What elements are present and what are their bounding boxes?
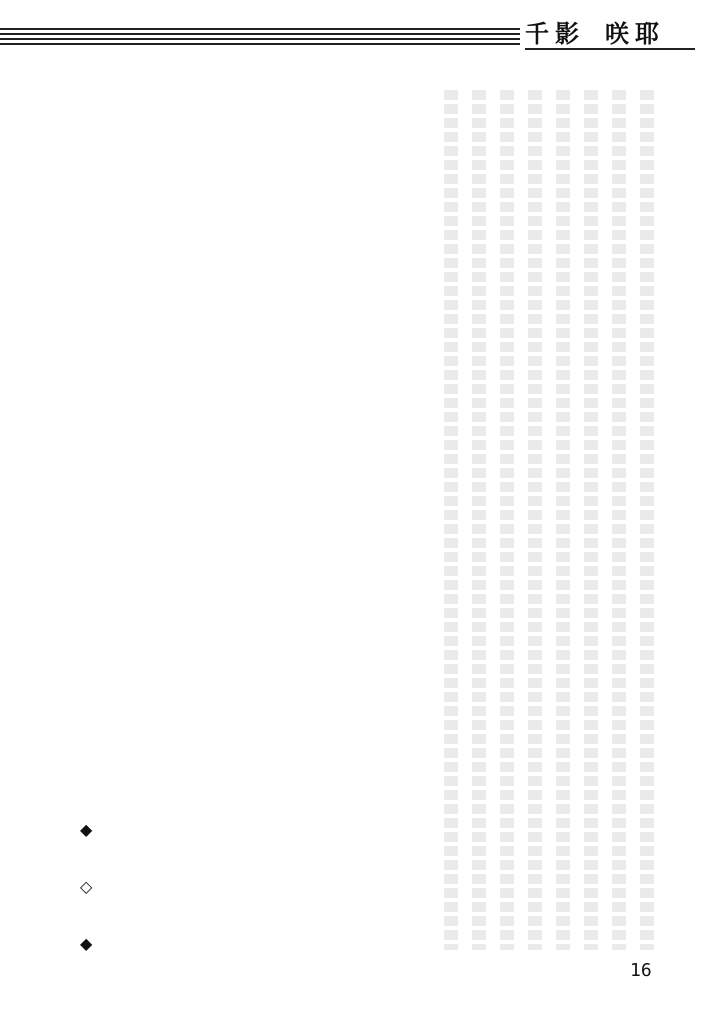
text-column-placeholder [444,650,458,950]
scene-mark: ◇ [80,877,93,896]
text-column-placeholder [612,90,626,370]
text-column-placeholder [556,650,570,950]
header-rules [0,28,520,50]
scene-mark: ◆ [80,820,93,839]
text-column-placeholder [528,650,542,950]
text-column-placeholder [640,650,654,950]
text-column-placeholder [500,370,514,650]
text-column-placeholder [444,370,458,650]
text-column-placeholder [472,650,486,950]
title-name-2: 咲耶 [605,19,665,48]
text-column-placeholder [472,370,486,650]
chapter-title [525,14,695,64]
text-column-placeholder [584,90,598,370]
scene-mark: ◆ [80,934,93,953]
title-underline [525,48,695,50]
text-column-placeholder [584,370,598,650]
text-column-placeholder [556,90,570,370]
text-column-placeholder [500,650,514,950]
text-column-placeholder [612,650,626,950]
text-column-placeholder [640,370,654,650]
title-name-1: 千影 [525,19,585,48]
text-column-placeholder [444,90,458,370]
scene-break [80,820,92,991]
text-column-placeholder [500,90,514,370]
text-column-placeholder [528,370,542,650]
text-column-placeholder [640,90,654,370]
text-column-placeholder [584,650,598,950]
text-column-placeholder [612,370,626,650]
page-number: 16 [630,960,652,981]
text-column-placeholder [556,370,570,650]
text-column-placeholder [472,90,486,370]
text-column-placeholder [528,90,542,370]
